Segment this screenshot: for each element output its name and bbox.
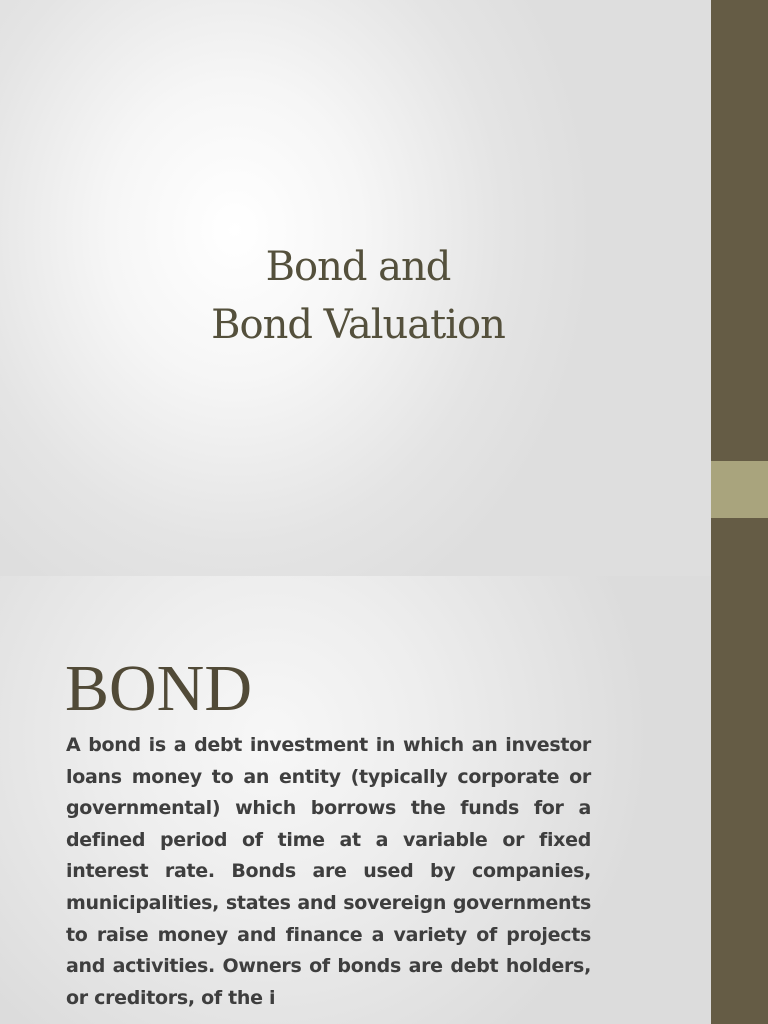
title-line-2: Bond Valuation xyxy=(211,302,505,348)
slide-body-text: A bond is a debt investment in which an investor loans money to an entity (typically corporate or governmental) which borrows the funds for a defined period of time at a variable or fixed interest rate. Bonds are used by companies, municipalities, states and sovereign governments to raise money and finance a variety of projects and activities. Owners of bonds are debt holders, or creditors, of the i xyxy=(66,734,591,1009)
decorative-side-accent xyxy=(711,461,768,518)
slide-title-text xyxy=(0,238,716,354)
title-line-1: Bond and xyxy=(265,244,451,290)
slide-heading: BOND xyxy=(65,652,253,725)
